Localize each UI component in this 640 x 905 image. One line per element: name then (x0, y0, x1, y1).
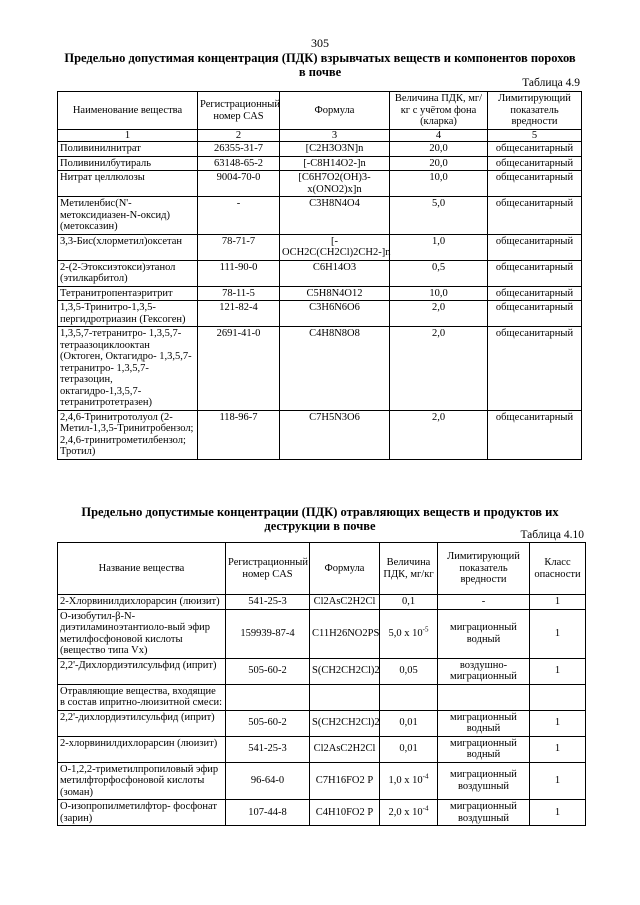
formula (310, 684, 380, 710)
cas-number: 26355-31-7 (198, 142, 280, 157)
hazard-class: 1 (530, 736, 586, 762)
substance-name: 2-хлорвинилдихлорарсин (люизит) (58, 736, 226, 762)
hazard-indicator: общесанитарный (488, 327, 582, 411)
pdk-value: 10,0 (390, 171, 488, 197)
header-pdk: Величина ПДК, мг/кг (380, 543, 438, 595)
table-row (58, 410, 582, 459)
header-cas: Регистрационный номер CAS (226, 543, 310, 595)
table-row (58, 197, 582, 235)
table-row (58, 156, 582, 171)
hazard-indicator: общесанитарный (488, 301, 582, 327)
substance-name: 2-(2-Этоксиэтокси)этанол (этилкарбитол) (58, 260, 198, 286)
cas-number: 9004-70-0 (198, 171, 280, 197)
header-name: Наименование вещества (58, 92, 198, 130)
hazard-indicator: общесанитарный (488, 197, 582, 235)
table-4-9 (57, 91, 582, 460)
table-4-9-label: Таблица 4.9 (522, 77, 580, 89)
substance-name: 2,2'-дихлордиэтилсульфид (иприт) (58, 710, 226, 736)
table-4-10 (57, 542, 586, 826)
formula: [-OCH2C(CH2Cl)2CH2-]n (280, 234, 390, 260)
substance-name: Тетранитропентаэритрит (58, 286, 198, 301)
hazard-indicator: миграционный водный (438, 609, 530, 658)
table-row (58, 142, 582, 157)
cas-number: 78-11-5 (198, 286, 280, 301)
table-row (58, 684, 586, 710)
table-row (58, 301, 582, 327)
substance-name: 1,3,5-Тринитро-1,3,5-пергидротриазин (Гексоген) (58, 301, 198, 327)
substance-name: О-1,2,2-триметилпропиловый эфир метилфторфосфоновой кислоты (зоман) (58, 762, 226, 800)
header-cas: Регистрационный номер CAS (198, 92, 280, 130)
cas-number: 2691-41-0 (198, 327, 280, 411)
table-row (58, 800, 586, 826)
header-pdk: Величина ПДК, мг/кг с учётом фона (кларка) (390, 92, 488, 130)
pdk-value (380, 609, 438, 658)
table-row (58, 736, 586, 762)
hazard-class (530, 684, 586, 710)
hazard-class: 1 (530, 800, 586, 826)
pdk-value: 1,0 (390, 234, 488, 260)
table-row (58, 327, 582, 411)
pdk-value: 0,01 (380, 736, 438, 762)
pdk-value: 5,0 (390, 197, 488, 235)
hazard-indicator: общесанитарный (488, 171, 582, 197)
header-formula: Формула (280, 92, 390, 130)
table-row (58, 762, 586, 800)
formula: C6H14O3 (280, 260, 390, 286)
formula: [-C8H14O2-]n (280, 156, 390, 171)
pdk-value (380, 800, 438, 826)
table-row (58, 260, 582, 286)
formula: C7H5N3O6 (280, 410, 390, 459)
pdk-value: 2,0 (390, 301, 488, 327)
hazard-indicator: воздушно-миграционный (438, 658, 530, 684)
table-row (58, 609, 586, 658)
formula: C11H26NO2PS (310, 609, 380, 658)
cas-number: - (198, 197, 280, 235)
pdk-exponent: -5 (422, 625, 429, 634)
column-number: 2 (198, 130, 280, 142)
cas-number: 121-82-4 (198, 301, 280, 327)
pdk-value: 2,0 (390, 410, 488, 459)
cas-number: 505-60-2 (226, 710, 310, 736)
substance-name: 2-Хлорвинилдихлорарсин (люизит) (58, 595, 226, 610)
formula: C3H6N6O6 (280, 301, 390, 327)
substance-name: 3,3-Бис(хлорметил)оксетан (58, 234, 198, 260)
cas-number: 96-64-0 (226, 762, 310, 800)
column-number-row (58, 130, 582, 142)
table-4-10-label: Таблица 4.10 (520, 529, 584, 541)
hazard-indicator: миграционный воздушный (438, 800, 530, 826)
pdk-base: 2,0 x 10 (388, 806, 423, 818)
cas-number: 541-25-3 (226, 736, 310, 762)
cas-number: 159939-87-4 (226, 609, 310, 658)
cas-number: 78-71-7 (198, 234, 280, 260)
hazard-indicator: общесанитарный (488, 234, 582, 260)
pdk-value: 0,01 (380, 710, 438, 736)
cas-number: 107-44-8 (226, 800, 310, 826)
hazard-indicator: общесанитарный (488, 286, 582, 301)
pdk-value: 20,0 (390, 156, 488, 171)
substance-name: 2,4,6-Тринитротолуол (2-Метил-1,3,5-Тринитробензол; 2,4,6-тринитрометилбензол; Тротил) (58, 410, 198, 459)
column-number: 1 (58, 130, 198, 142)
substance-name: О-изобутил-β-N-диэтиламиноэтантиоло-вый эфир метилфосфоновой кислоты (вещество типа Vx) (58, 609, 226, 658)
column-number: 4 (390, 130, 488, 142)
pdk-value: 10,0 (390, 286, 488, 301)
cas-number (226, 684, 310, 710)
table-4-9-title: Предельно допустимая концентрация (ПДК) взрывчатых веществ и компонентов порохов в почве (64, 51, 576, 79)
pdk-base: 5,0 x 10 (388, 627, 423, 639)
substance-name: Метиленбис(N'-метоксидиазен-N-оксид) (метоксазин) (58, 197, 198, 235)
cas-number: 505-60-2 (226, 658, 310, 684)
formula: [C6H7O2(OH)3-x(ONO2)x]n (280, 171, 390, 197)
substance-name: Поливинилнитрат (58, 142, 198, 157)
hazard-indicator: общесанитарный (488, 142, 582, 157)
formula: C4H10FO2 P (310, 800, 380, 826)
pdk-value: 0,1 (380, 595, 438, 610)
pdk-base: 1,0 x 10 (388, 775, 423, 786)
table-row (58, 658, 586, 684)
pdk-value: 20,0 (390, 142, 488, 157)
substance-name: Нитрат целлюлозы (58, 171, 198, 197)
pdk-value (380, 684, 438, 710)
table-row (58, 171, 582, 197)
header-indicator: Лимитирующий показатель вредности (488, 92, 582, 130)
hazard-class: 1 (530, 710, 586, 736)
hazard-class: 1 (530, 595, 586, 610)
header-indicator: Лимитирующий показатель вредности (438, 543, 530, 595)
hazard-indicator (438, 684, 530, 710)
column-number: 3 (280, 130, 390, 142)
formula: Cl2AsC2H2Cl (310, 736, 380, 762)
hazard-class: 1 (530, 609, 586, 658)
hazard-indicator: миграционный воздушный (438, 762, 530, 800)
substance-name: Поливинилбутираль (58, 156, 198, 171)
formula: C4H8N8O8 (280, 327, 390, 411)
table-row (58, 286, 582, 301)
table-row (58, 710, 586, 736)
formula: C7H16FO2 P (310, 762, 380, 800)
hazard-class: 1 (530, 658, 586, 684)
header-hazard-class: Класс опасности (530, 543, 586, 595)
table-row (58, 595, 586, 610)
cas-number: 111-90-0 (198, 260, 280, 286)
formula: [C2H3O3N]n (280, 142, 390, 157)
substance-name: 1,3,5,7-тетранитро- 1,3,5,7-тетраазоциклооктан (Октоген, Октагидро- 1,3,5,7-тетранитро- 1,3,5,7-тетразоцин, октагидро-1,3,5,7-тетранитротетразен) (58, 327, 198, 411)
hazard-indicator: общесанитарный (488, 156, 582, 171)
formula: C3H8N4O4 (280, 197, 390, 235)
hazard-indicator: миграционный водный (438, 736, 530, 762)
formula: C5H8N4O12 (280, 286, 390, 301)
pdk-exponent: -4 (422, 804, 429, 813)
pdk-value: 2,0 (390, 327, 488, 411)
header-formula: Формула (310, 543, 380, 595)
table-4-10-title: Предельно допустимые концентрации (ПДК) отравляющих веществ и продуктов их деструкции в почве (81, 505, 559, 533)
substance-name: Отравляющие вещества, входящие в состав ипритно-люизитной смеси: (58, 684, 226, 710)
pdk-value: 0,05 (380, 658, 438, 684)
column-number: 5 (488, 130, 582, 142)
hazard-indicator: общесанитарный (488, 410, 582, 459)
header-name: Название вещества (58, 543, 226, 595)
page-number: 305 (311, 36, 329, 50)
formula: S(CH2CH2Cl)2 (310, 710, 380, 736)
pdk-value (380, 762, 438, 800)
cas-number: 118-96-7 (198, 410, 280, 459)
pdk-value: 0,5 (390, 260, 488, 286)
substance-name: О-изопропилметилфтор- фосфонат (зарин) (58, 800, 226, 826)
cas-number: 63148-65-2 (198, 156, 280, 171)
formula: Cl2AsC2H2Cl (310, 595, 380, 610)
pdk-exponent: -4 (422, 772, 429, 781)
hazard-class: 1 (530, 762, 586, 800)
hazard-indicator: миграционный водный (438, 710, 530, 736)
formula: S(CH2CH2Cl)2 (310, 658, 380, 684)
substance-name: 2,2'-Дихлордиэтилсульфид (иприт) (58, 658, 226, 684)
hazard-indicator: общесанитарный (488, 260, 582, 286)
hazard-indicator: - (438, 595, 530, 610)
cas-number: 541-25-3 (226, 595, 310, 610)
table-row (58, 234, 582, 260)
